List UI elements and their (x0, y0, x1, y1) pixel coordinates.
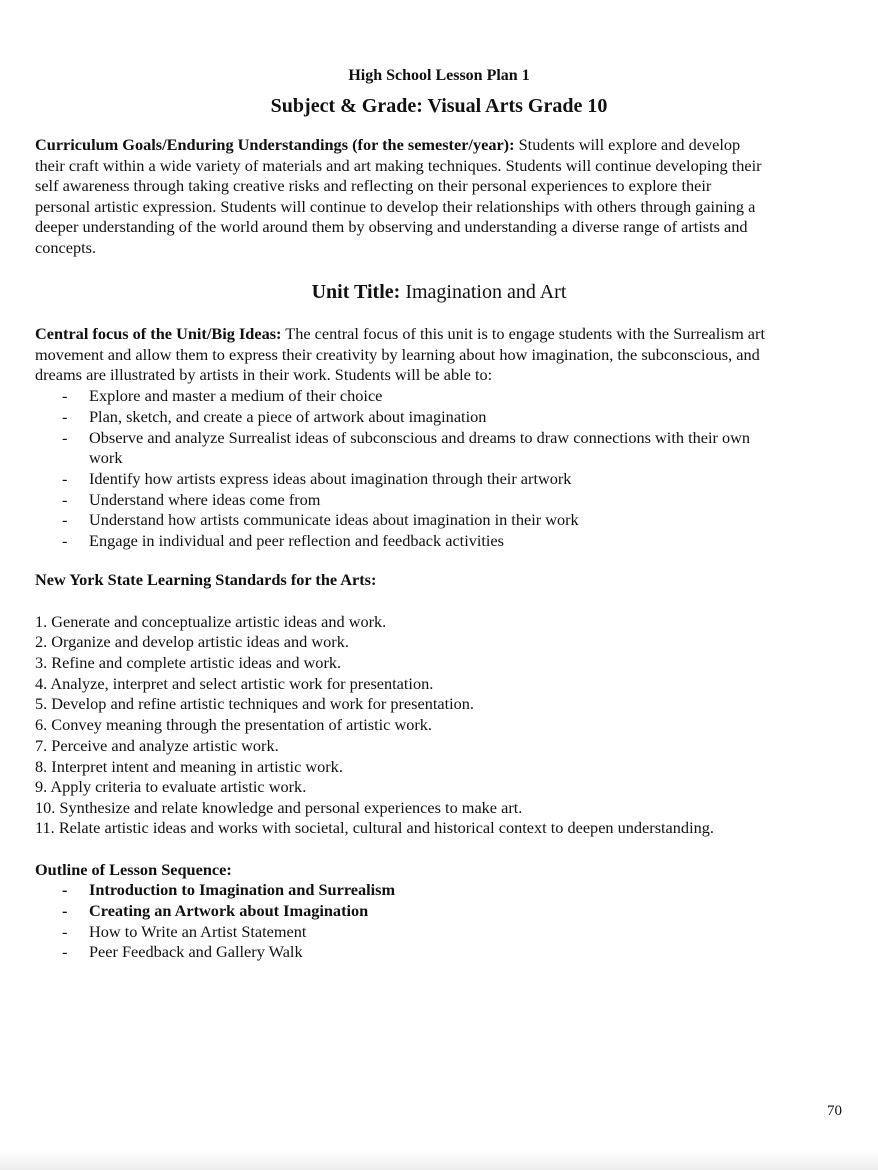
standard-item: 11. Relate artistic ideas and works with societal, cultural and historical context to deepen understanding. (35, 818, 714, 837)
list-dash: - (62, 942, 68, 961)
outline-item: Introduction to Imagination and Surrealism (89, 880, 396, 899)
standard-item: 2. Organize and develop artistic ideas and work. (35, 632, 349, 651)
focus-line-2: movement and allow them to express their creativity by learning about how imagination, the subconscious, and (35, 345, 760, 364)
standard-item: 7. Perceive and analyze artistic work. (35, 736, 279, 755)
list-dash: - (62, 880, 68, 899)
list-dash: - (62, 407, 68, 426)
focus-item: Observe and analyze Surrealist ideas of subconscious and dreams to draw connections with their own (89, 428, 751, 447)
standard-item: 6. Convey meaning through the presentation of artistic work. (35, 715, 432, 734)
focus-line-3: dreams are illustrated by artists in their work. Students will be able to: (35, 365, 493, 384)
page-number: 70 (827, 1103, 842, 1119)
focus-label: Central focus of the Unit/Big Ideas: (35, 324, 282, 343)
focus-item: Understand where ideas come from (89, 490, 321, 509)
standard-item: 4. Analyze, interpret and select artistic work for presentation. (35, 674, 434, 693)
goals-line-2: their craft within a wide variety of materials and art making techniques. Students will continue developing their (35, 156, 762, 175)
outline-heading: Outline of Lesson Sequence: (35, 860, 232, 879)
focus-item: Identify how artists express ideas about imagination through their artwork (89, 469, 572, 488)
focus-item: Explore and master a medium of their choice (89, 386, 383, 405)
goals-line-5: deeper understanding of the world around them by observing and understanding a diverse range of artists and (35, 217, 748, 236)
outline-item: Peer Feedback and Gallery Walk (89, 942, 303, 961)
goals-line-3: self awareness through taking creative risks and reflecting on their personal experiences to explore their (35, 176, 712, 195)
goals-label: Curriculum Goals/Enduring Understandings (for the semester/year): (35, 135, 515, 154)
list-dash: - (62, 469, 68, 488)
focus-item-continued: work (89, 448, 123, 467)
goals-line-1 (35, 135, 740, 155)
subject-grade-heading: Subject & Grade: Visual Arts Grade 10 (270, 95, 608, 117)
plan-title: High School Lesson Plan 1 (348, 67, 530, 84)
list-dash: - (62, 531, 68, 550)
outline-item: How to Write an Artist Statement (89, 922, 307, 941)
standard-item: 1. Generate and conceptualize artistic ideas and work. (35, 612, 387, 631)
focus-item: Engage in individual and peer reflection and feedback activities (89, 531, 504, 550)
focus-item: Understand how artists communicate ideas about imagination in their work (89, 510, 579, 529)
outline-item: Creating an Artwork about Imagination (89, 901, 369, 920)
focus-text: The central focus of this unit is to engage students with the Surrealism art (285, 324, 765, 343)
standards-heading: New York State Learning Standards for the Arts: (35, 570, 377, 589)
focus-line-1 (35, 324, 765, 344)
list-dash: - (62, 510, 68, 529)
standard-item: 5. Develop and refine artistic techniques and work for presentation. (35, 694, 474, 713)
unit-title-value: Imagination and Art (405, 281, 567, 303)
standard-item: 10. Synthesize and relate knowledge and personal experiences to make art. (35, 798, 523, 817)
standard-item: 9. Apply criteria to evaluate artistic work. (35, 777, 307, 796)
list-dash: - (62, 490, 68, 509)
list-dash: - (62, 386, 68, 405)
standard-item: 3. Refine and complete artistic ideas and work. (35, 653, 342, 672)
goals-text: Students will explore and develop (518, 135, 741, 154)
goals-line-6: concepts. (35, 238, 97, 257)
standard-item: 8. Interpret intent and meaning in artistic work. (35, 757, 343, 776)
unit-title-label: Unit Title: (311, 281, 401, 303)
list-dash: - (62, 428, 68, 447)
list-dash: - (62, 922, 68, 941)
page-bottom-edge (0, 1150, 878, 1170)
focus-item: Plan, sketch, and create a piece of artwork about imagination (89, 407, 487, 426)
goals-line-4: personal artistic expression. Students will continue to develop their relationships with others through gaining a (35, 197, 756, 216)
unit-title (0, 280, 878, 304)
list-dash: - (62, 901, 68, 920)
